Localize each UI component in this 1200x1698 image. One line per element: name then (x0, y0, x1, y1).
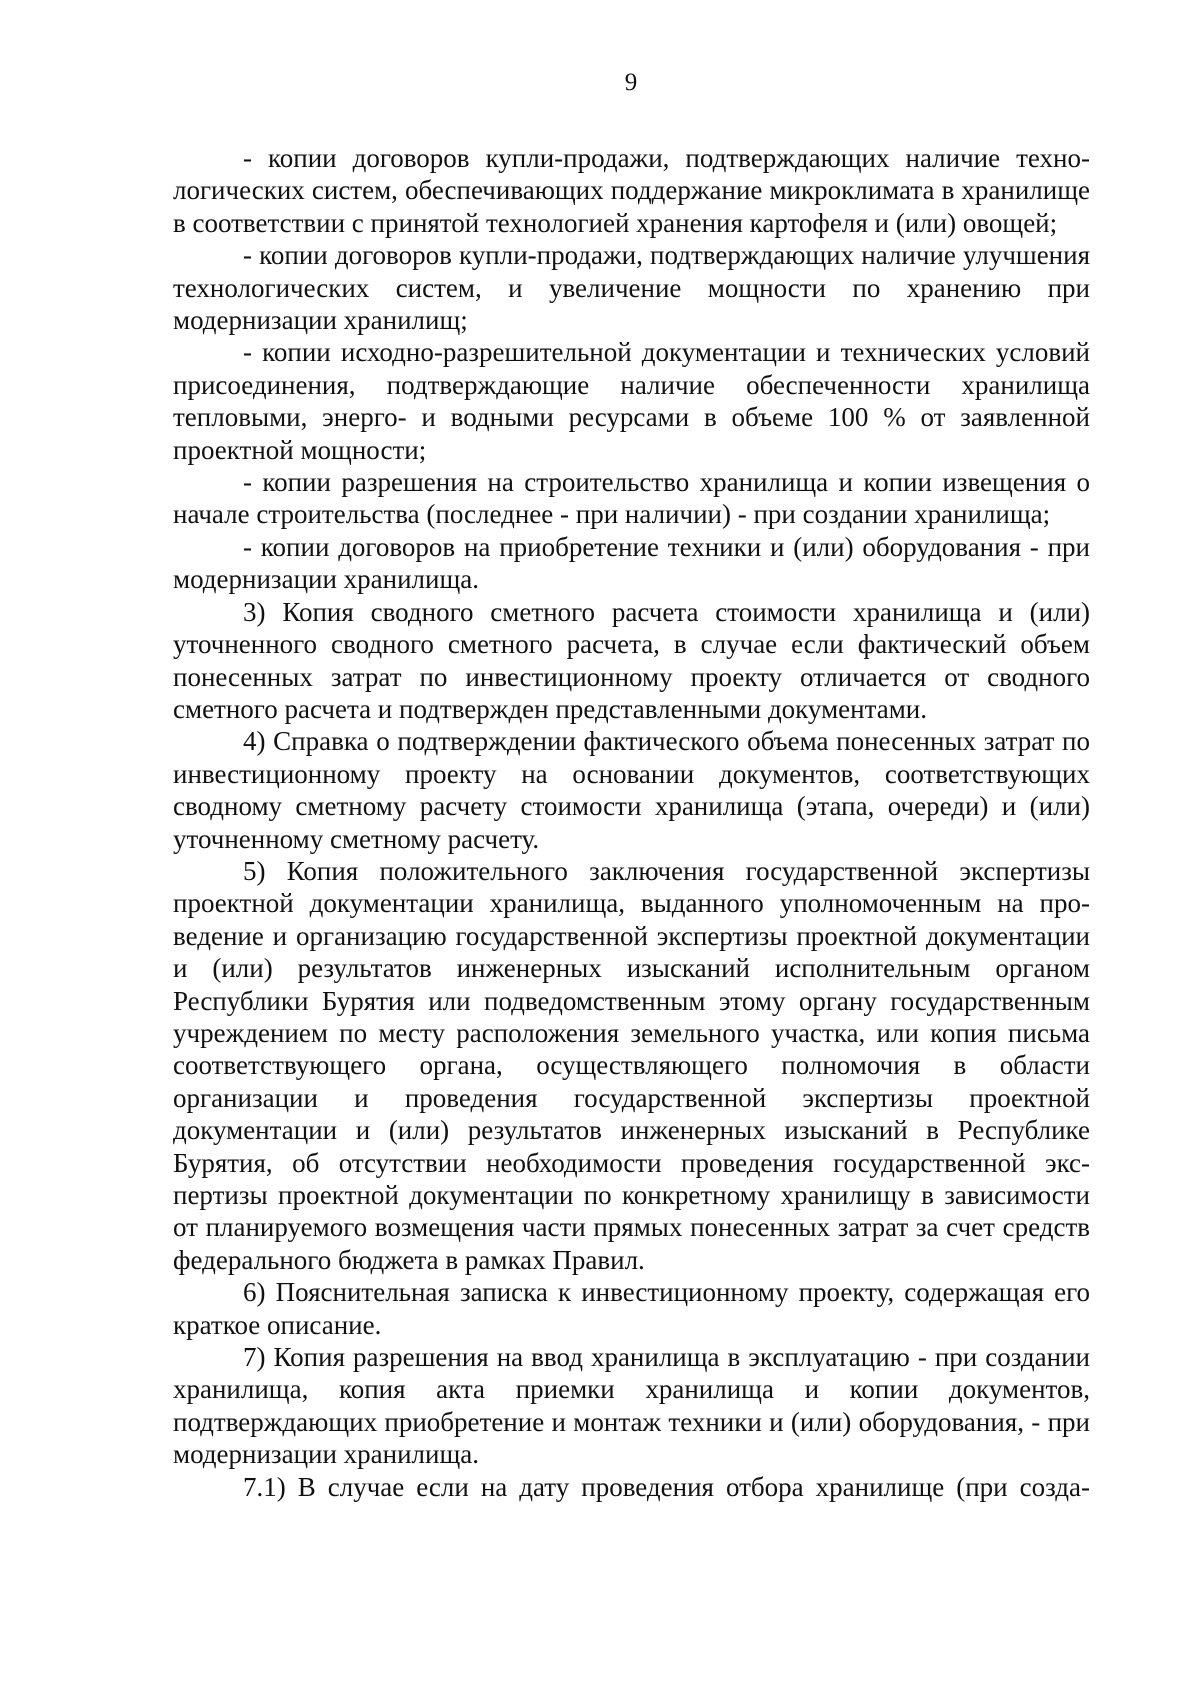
paragraph-item-6: 6) Пояснительная записка к инвестиционному проекту, содержащая его краткое описание. (173, 1277, 1090, 1340)
paragraph-construction-permit: - копии разрешения на строительство хранилища и копии извещения о начале строительства (последнее - при наличии) - при создании хранилища; (173, 467, 1090, 530)
paragraph-item-7: 7) Копия разрешения на ввод хранилища в эксплуатацию - при создании хранилища, копия акта приемки хранилища и копии документов, подтверждающих приобретение и монтаж техники и (или) оборудования, - при модернизации хранилища. (173, 1342, 1090, 1470)
paragraph-item-7-1: 7.1) В случае если на дату проведения отбора хранилище (при созда- (243, 1471, 1090, 1502)
paragraph-systems-improvement-contracts: - копии договоров купли-продажи, подтверждающих наличие улучшения технологических систем, и увеличение мощности по хранению при модернизации хранилищ; (173, 240, 1090, 336)
page-number: 9 (624, 69, 638, 96)
paragraph-equipment-contracts: - копии договоров на приобретение техники и (или) оборудования - при модернизации хранилища. (173, 531, 1090, 595)
paragraph-item-3: 3) Копия сводного сметного расчета стоимости хранилища и (или) уточненного сводного сметного расчета, в случае если фактический объем понесенных затрат по инвестиционному проекту отличается от сводного сметного расчета и подтвержден представленными документами. (173, 596, 1090, 724)
paragraph-item-4: 4) Справка о подтверждении фактического объема понесенных затрат по инвестиционному проекту на основании документов, соответствующих сводному сметному расчету стоимости хранилища (этапа, очереди) и (или) уточненному сметному расчету. (173, 726, 1090, 854)
paragraph-climate-systems-contracts: - копии договоров купли-продажи, подтверждающих наличие технологических систем, обеспечивающих поддержание микроклимата в хранилище в соответствии с принятой технологией хранения картофеля и (или) овощей; (173, 143, 1090, 238)
document-body (173, 142, 1090, 1503)
paragraph-permit-documentation: - копии исходно-разрешительной документации и технических условий присоединения, подтверждающие наличие обеспеченности хранилища тепловыми, энерго- и водными ресурсами в объеме 100 % от заявленной проектной мощности; (173, 337, 1090, 465)
paragraph-item-5: 5) Копия положительного заключения государственной экспертизы проектной документации хранилища, выданного уполномоченным на проведение и организацию государственной экспертизы проектной документации и (или) результатов инженерных изысканий исполнительным органом Республики Бурятия или подведомственным этому органу государственным учреждением по месту расположения земельного участка, или копия письма соответствующего органа, осуществляющего полномочия в области организации и проведения государственной экспертизы проектной документации и (или) результатов инженерных изысканий в Республике Бурятия, об отсутствии необходимости проведения государственной экспертизы проектной документации по конкретному хранилищу в зависимости от планируемого возмещения части прямых понесенных затрат за счет средств федерального бюджета в рамках Правил. (173, 855, 1090, 1275)
